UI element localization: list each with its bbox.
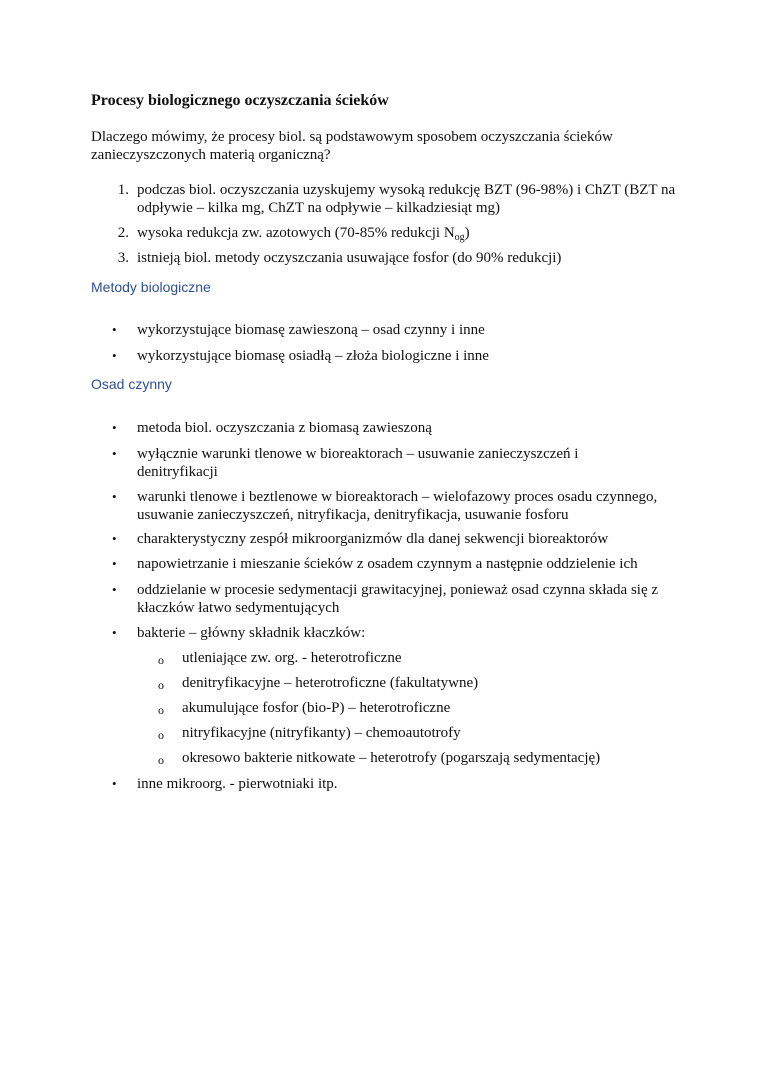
reason-text: wysoka redukcja zw. azotowych (70-85% redukcji N bbox=[137, 225, 455, 241]
circle-bullet-icon: o bbox=[158, 753, 164, 767]
sublist-item: okresowo bakterie nitkowate – heterotrofy (pogarszają sedymentację) bbox=[182, 750, 601, 766]
list-item: inne mikroorg. - pierwotniaki itp. bbox=[137, 776, 338, 792]
list-item: oddzielanie w procesie sedymentacji grawitacyjnej, ponieważ osad czynna składa się z kłaczków łatwo sedymentujących bbox=[137, 582, 659, 616]
sublist-item: akumulujące fosfor (bio-P) – heterotroficzne bbox=[182, 700, 451, 716]
list-item: warunki tlenowe i beztlenowe w bioreaktorach – wielofazowy proces osadu czynnego, usuwanie zanieczyszczeń, nitryfikacja, denitryfikacja, usuwanie fosforu bbox=[137, 489, 658, 523]
list-item: metoda biol. oczyszczania z biomasą zawieszoną bbox=[137, 420, 432, 436]
list-item: bakterie – główny składnik kłaczków: bbox=[137, 625, 366, 641]
bullet-icon: • bbox=[112, 446, 117, 461]
bullet-icon: • bbox=[112, 556, 117, 571]
list-item: wykorzystujące biomasę zawieszoną – osad czynny i inne bbox=[137, 322, 485, 338]
list-item: wyłącznie warunki tlenowe w bioreaktorach – usuwanie zanieczyszczeń i denitryfikacji bbox=[137, 446, 579, 480]
sublist-item: nitryfikacyjne (nitryfikanty) – chemoautotrofy bbox=[182, 725, 461, 741]
list-item: charakterystyczny zespół mikroorganizmów dla danej sekwencji bioreaktorów bbox=[137, 531, 609, 547]
list-number: 1. bbox=[117, 182, 129, 198]
list-number: 3. bbox=[117, 250, 129, 266]
subscript: og bbox=[454, 232, 465, 243]
section-heading-methods: Metody biologiczne bbox=[91, 279, 211, 295]
sublist-item: denitryfikacyjne – heterotroficzne (fakultatywne) bbox=[182, 675, 479, 691]
reason-item: istnieją biol. metody oczyszczania usuwające fosfor (do 90% redukcji) bbox=[137, 250, 562, 266]
list-number: 2. bbox=[117, 225, 129, 241]
circle-bullet-icon: o bbox=[158, 678, 164, 692]
list-item: napowietrzanie i mieszanie ścieków z osadem czynnym a następnie oddzielenie ich bbox=[137, 556, 638, 572]
bullet-icon: • bbox=[112, 420, 117, 435]
reason-text-end: ) bbox=[464, 225, 470, 241]
reason-item: podczas biol. oczyszczania uzyskujemy wysoką redukcję BZT (96-98%) i ChZT (BZT na odpływie – kilka mg, ChZT na odpływie – kilkadziesiąt mg) bbox=[137, 182, 676, 216]
circle-bullet-icon: o bbox=[158, 703, 164, 717]
bullet-icon: • bbox=[112, 582, 117, 597]
bullet-icon: • bbox=[112, 776, 117, 791]
bullet-icon: • bbox=[112, 348, 117, 363]
sublist-item: utleniające zw. org. - heterotroficzne bbox=[182, 650, 402, 666]
intro-question: Dlaczego mówimy, że procesy biol. są podstawowym sposobem oczyszczania ścieków zanieczyszczonych materią organiczną? bbox=[91, 129, 613, 163]
list-item: wykorzystujące biomasę osiadłą – złoża biologiczne i inne bbox=[137, 348, 489, 364]
section-heading-sludge: Osad czynny bbox=[91, 376, 172, 392]
reason-item bbox=[137, 224, 687, 242]
bullet-icon: • bbox=[112, 322, 117, 337]
bullet-icon: • bbox=[112, 489, 117, 504]
bullet-icon: • bbox=[112, 531, 117, 546]
circle-bullet-icon: o bbox=[158, 728, 164, 742]
page-title: Procesy biologicznego oczyszczania ścieków bbox=[91, 92, 389, 109]
circle-bullet-icon: o bbox=[158, 653, 164, 667]
bullet-icon: • bbox=[112, 625, 117, 640]
